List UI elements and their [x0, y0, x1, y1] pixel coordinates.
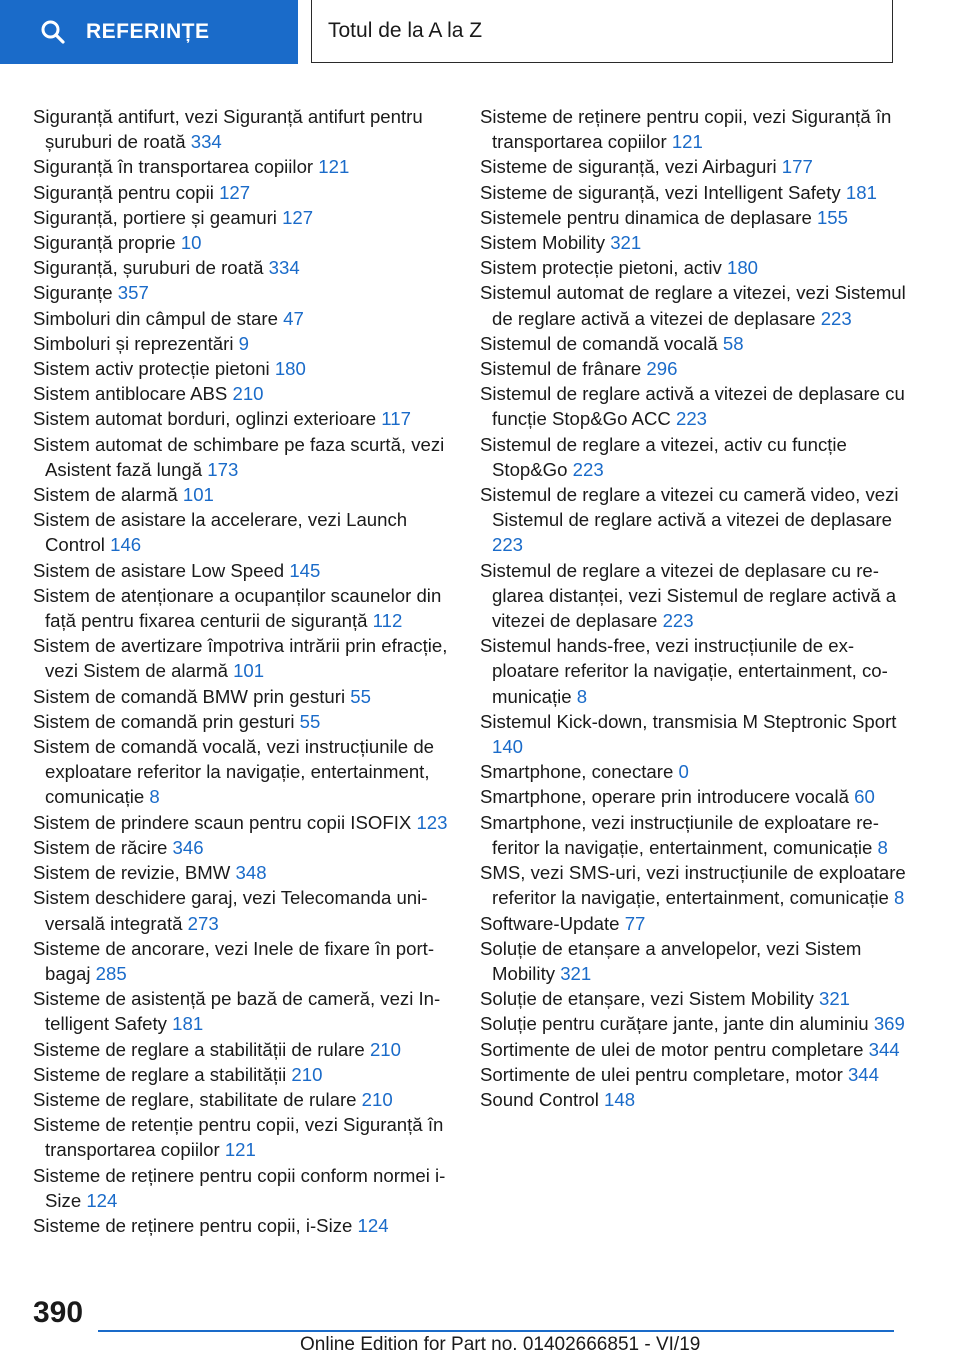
index-entry-text: Sistemul Kick-down, transmisia M Steptronic Sport: [480, 710, 897, 732]
index-entry-text: Soluție de etanșare a anvelopelor, vezi Sistem Mobility: [480, 937, 862, 984]
index-entry: [33, 205, 453, 230]
page-reference-link[interactable]: 273: [187, 912, 219, 934]
index-entry-text: Sistemul de reglare a vitezei cu cameră video, vezi Sistemul de reglare activă a vitezei de deplasare: [480, 484, 899, 531]
index-entry: [480, 986, 910, 1011]
page-reference-link[interactable]: 181: [172, 1013, 204, 1035]
index-entry-text: Sistem deschidere garaj, vezi Telecomanda universală integrată: [33, 887, 428, 934]
index-entry-text: Sistem automat de schimbare pe faza scurtă, vezi Asistent fază lungă: [33, 433, 445, 480]
edition-footer: Online Edition for Part no. 01402666851 - VI/19: [300, 1334, 701, 1355]
page-reference-link[interactable]: 124: [86, 1189, 118, 1211]
index-entry-text: Sortimente de ulei pentru completare, motor: [480, 1063, 843, 1085]
index-entry: [33, 1163, 453, 1213]
index-entry: [33, 482, 453, 507]
page-reference-link[interactable]: 346: [172, 836, 204, 858]
index-entry: [480, 230, 910, 255]
page-reference-link[interactable]: 127: [219, 181, 251, 203]
page-reference-link[interactable]: 180: [727, 257, 759, 279]
index-entry-text: Siguranțe: [33, 282, 113, 304]
index-entry: [480, 1037, 910, 1062]
index-entry: [33, 936, 453, 986]
index-entry-text: Soluție de etanșare, vezi Sistem Mobility: [480, 988, 814, 1010]
index-entry: [33, 356, 453, 381]
index-entry-text: Sisteme de reținere pentru copii conform normei i-Size: [33, 1164, 446, 1211]
page-reference-link[interactable]: 123: [416, 811, 448, 833]
page-reference-link[interactable]: 47: [283, 307, 304, 329]
page-reference-link[interactable]: 60: [854, 786, 875, 808]
index-entry-text: Sistem de răcire: [33, 836, 168, 858]
index-entry-text: Siguranță antifurt, vezi Siguranță antifurt pentru șuruburi de roată: [33, 106, 423, 153]
page-reference-link[interactable]: 155: [816, 206, 848, 228]
index-entry: [480, 759, 910, 784]
index-entry: [33, 885, 453, 935]
index-entry: [480, 558, 910, 634]
page-reference-link[interactable]: 55: [350, 685, 371, 707]
index-entry: [480, 709, 910, 759]
index-entry: [33, 507, 453, 557]
index-entry-text: Smartphone, operare prin introducere vocală: [480, 786, 849, 808]
page-title: Totul de la A la Z: [311, 0, 893, 63]
index-entry: [480, 331, 910, 356]
page-reference-link[interactable]: 344: [847, 1063, 879, 1085]
page-reference-link[interactable]: 117: [381, 408, 411, 430]
index-column-right: [480, 104, 910, 1112]
page-reference-link[interactable]: 180: [274, 358, 306, 380]
index-entry: [33, 1112, 453, 1162]
page-reference-link[interactable]: 121: [671, 131, 703, 153]
index-entry: [33, 1062, 453, 1087]
page-reference-link[interactable]: 369: [873, 1013, 905, 1035]
index-entry-text: Siguranță pentru copii: [33, 181, 214, 203]
index-entry: [33, 280, 453, 305]
index-entry-text: SMS, vezi SMS-uri, vezi instrucțiunile de exploatare referitor la navigație, entertainment, comunicație: [480, 862, 906, 909]
index-entry-text: Sistem de prindere scaun pentru copii ISOFIX: [33, 811, 412, 833]
index-entry-text: Sistem de asistare Low Speed: [33, 559, 285, 581]
index-entry-text: Sistem de comandă prin gesturi: [33, 710, 295, 732]
index-entry: [33, 1037, 453, 1062]
page-reference-link[interactable]: 321: [610, 232, 642, 254]
page-reference-link[interactable]: 124: [357, 1214, 389, 1236]
page-reference-link[interactable]: 146: [110, 534, 142, 556]
index-entry: [33, 734, 453, 810]
index-entry-text: Sistem de asistare la accelerare, vezi Launch Control: [33, 509, 408, 556]
index-entry: [33, 583, 453, 633]
index-entry-text: Sistemul de reglare activă a vitezei de deplasare cu funcție Stop&Go ACC: [480, 383, 905, 430]
index-entry: [33, 180, 453, 205]
page-reference-link[interactable]: 321: [818, 988, 851, 1010]
page-reference-link[interactable]: 127: [282, 206, 314, 228]
page-reference-link[interactable]: 210: [361, 1088, 393, 1110]
index-entry: [480, 482, 910, 558]
index-entry-text: Sisteme de reținere pentru copii, vezi Siguranță în transportarea copiilor: [480, 106, 892, 153]
index-entry: [33, 306, 453, 331]
index-entry-text: Sistem automat borduri, oglinzi exterioare: [33, 408, 377, 430]
index-entry-text: Smartphone, vezi instrucțiunile de exploatare referitor la navigație, entertainment, comunicație: [480, 811, 879, 858]
page-reference-link[interactable]: 77: [624, 912, 646, 934]
index-entry-text: Sistem de atenționare a ocupanților scaunelor din față pentru fixarea centurii de siguranță: [33, 584, 442, 632]
index-entry: [480, 255, 910, 280]
page-reference-link[interactable]: 55: [299, 710, 321, 732]
footer-divider: [98, 1330, 894, 1332]
index-entry-text: Siguranță, șuruburi de roată: [33, 257, 264, 279]
index-entry-text: Sistemul de frânare: [480, 358, 642, 380]
index-entry-text: Smartphone, conectare: [480, 761, 674, 783]
index-entry-text: Sistemele pentru dinamica de deplasare: [480, 206, 812, 228]
index-entry-text: Sistem de comandă BMW prin gesturi: [33, 685, 346, 707]
index-entry-text: Siguranță în transportarea copiilor: [33, 156, 314, 178]
index-entry: [480, 205, 910, 230]
index-entry: [480, 1062, 910, 1087]
index-entry-text: Sisteme de reglare a stabilității de rulare: [33, 1038, 365, 1060]
index-entry-text: Sistem antiblocare ABS: [33, 383, 228, 405]
page-reference-link[interactable]: 10: [180, 232, 202, 254]
section-tab-label: REFERINȚE: [86, 20, 210, 43]
page-reference-link[interactable]: 321: [560, 962, 592, 984]
page-reference-link[interactable]: 210: [232, 383, 264, 405]
page-reference-link[interactable]: 8: [894, 887, 905, 909]
index-entry-text: Sisteme de siguranță, vezi Airbaguri: [480, 156, 777, 178]
index-entry: [33, 154, 453, 179]
index-entry: [33, 331, 453, 356]
index-entry-text: Sistem de comandă vocală, vezi instrucțiunile de exploatare referitor la navigație, entertainment, comunicație: [33, 736, 435, 808]
index-entry: [33, 255, 453, 280]
page-reference-link[interactable]: 296: [646, 358, 678, 380]
index-entry-text: Sistem de revizie, BMW: [33, 862, 231, 884]
page-reference-link[interactable]: 223: [572, 458, 604, 480]
index-entry-text: Soluție pentru curățare jante, jante din aluminiu: [480, 1013, 869, 1035]
index-entry: [480, 810, 910, 860]
index-entry: [33, 1213, 453, 1238]
index-entry-text: Sistem protecție pietoni, activ: [480, 257, 722, 279]
page-reference-link[interactable]: 357: [117, 282, 149, 304]
page-reference-link[interactable]: 8: [877, 836, 888, 858]
index-entry: [33, 1087, 453, 1112]
index-entry-text: Sistemul de reglare a vitezei, activ cu funcție Stop&Go: [480, 433, 847, 480]
page-reference-link[interactable]: 223: [492, 534, 524, 556]
page-reference-link[interactable]: 210: [291, 1063, 323, 1085]
page-reference-link[interactable]: 344: [868, 1038, 900, 1060]
page-reference-link[interactable]: 173: [207, 458, 239, 480]
index-entry-text: Sistem activ protecție pietoni: [33, 358, 270, 380]
index-entry: [480, 280, 910, 330]
index-entry: [33, 558, 453, 583]
page-reference-link[interactable]: 121: [224, 1139, 256, 1161]
page-reference-link[interactable]: 177: [781, 156, 813, 178]
index-entry-text: Software-Update: [480, 912, 620, 934]
index-entry-text: Sistemul automat de reglare a vitezei, vezi Sistemul de reglare activă a vitezei de deplasare: [480, 282, 906, 329]
index-entry: [480, 936, 910, 986]
page-reference-link[interactable]: 348: [235, 862, 267, 884]
page-reference-link[interactable]: 9: [238, 332, 249, 354]
page-reference-link[interactable]: 112: [372, 610, 403, 632]
index-entry-text: Sistem Mobility: [480, 232, 606, 254]
index-entry-text: Sisteme de reglare, stabilitate de rulare: [33, 1088, 357, 1110]
index-entry: [33, 406, 453, 431]
index-entry: [480, 381, 910, 431]
page-reference-link[interactable]: 101: [182, 484, 214, 506]
index-entry: [33, 633, 453, 683]
page-reference-link[interactable]: 334: [190, 131, 222, 153]
index-entry: [480, 784, 910, 809]
page-reference-link[interactable]: 148: [604, 1088, 636, 1110]
index-entry: [33, 835, 453, 860]
page-reference-link[interactable]: 285: [95, 962, 127, 984]
section-tab[interactable]: [0, 0, 298, 64]
page-reference-link[interactable]: 8: [149, 786, 160, 808]
index-entry-text: Simboluri și reprezentări: [33, 332, 234, 354]
page-reference-link[interactable]: 101: [233, 660, 265, 682]
page-reference-link[interactable]: 58: [722, 332, 744, 354]
page-reference-link[interactable]: 121: [318, 156, 350, 178]
index-entry: [480, 356, 910, 381]
page-reference-link[interactable]: 8: [576, 685, 588, 707]
index-entry-text: Sisteme de siguranță, vezi Intelligent Safety: [480, 181, 841, 203]
index-entry: [480, 860, 910, 910]
index-column-left: [33, 104, 453, 1238]
index-entry-text: Sistemul de reglare a vitezei de deplasare cu reglarea distanței, vezi Sistemul de reglare activă a vitezei de deplasare: [480, 559, 897, 632]
index-entry: [480, 154, 910, 179]
index-entry: [33, 381, 453, 406]
index-entry-text: Sistem de avertizare împotriva intrării prin efracție, vezi Sistem de alarmă: [33, 635, 448, 682]
index-entry-text: Sistem de alarmă: [33, 484, 178, 506]
index-entry-text: Sisteme de reținere pentru copii, i-Size: [33, 1214, 353, 1236]
index-entry: [33, 709, 453, 734]
index-entry: [480, 633, 910, 709]
page-reference-link[interactable]: 145: [289, 559, 321, 581]
index-entry: [480, 180, 910, 205]
index-entry-text: Sisteme de ancorare, vezi Inele de fixare în portbagaj: [33, 937, 435, 984]
index-entry-text: Siguranță proprie: [33, 232, 176, 254]
page-reference-link[interactable]: 210: [369, 1038, 401, 1060]
index-entry: [33, 810, 453, 835]
index-entry-text: Sisteme de retenție pentru copii, vezi Siguranță în transportarea copiilor: [33, 1114, 444, 1161]
index-entry-text: Sisteme de reglare a stabilității: [33, 1063, 287, 1085]
index-entry: [33, 860, 453, 885]
index-entry-text: Sisteme de asistență pe bază de cameră, vezi Intelligent Safety: [33, 988, 441, 1035]
page-number: 390: [33, 1296, 84, 1329]
index-entry: [480, 1087, 910, 1112]
index-entry: [33, 104, 453, 154]
index-entry-text: Siguranță, portiere și geamuri: [33, 206, 277, 228]
page-reference-link[interactable]: 181: [845, 181, 877, 203]
index-entry-text: Sound Control: [480, 1088, 599, 1110]
page-reference-link[interactable]: 223: [662, 610, 694, 632]
page-reference-link[interactable]: 0: [678, 761, 689, 783]
index-entry: [33, 986, 453, 1036]
index-entry: [480, 432, 910, 482]
index-entry-text: Sortimente de ulei de motor pentru completare: [480, 1038, 864, 1060]
page-reference-link[interactable]: 223: [820, 307, 852, 329]
index-entry: [480, 104, 910, 154]
index-entry: [480, 911, 910, 936]
index-entry-text: Sistemul hands-free, vezi instrucțiunile de exploatare referitor la navigație, entertainment, comunicație: [480, 635, 888, 707]
page-reference-link[interactable]: 334: [268, 257, 300, 279]
page-reference-link[interactable]: 140: [492, 736, 524, 758]
index-entry: [33, 432, 453, 482]
index-entry-text: Simboluri din câmpul de stare: [33, 307, 278, 329]
index-entry: [33, 684, 453, 709]
page-reference-link[interactable]: 223: [675, 408, 708, 430]
index-entry: [33, 230, 453, 255]
search-icon: [40, 18, 68, 46]
index-entry: [480, 1011, 910, 1036]
index-entry-text: Sistemul de comandă vocală: [480, 332, 718, 354]
